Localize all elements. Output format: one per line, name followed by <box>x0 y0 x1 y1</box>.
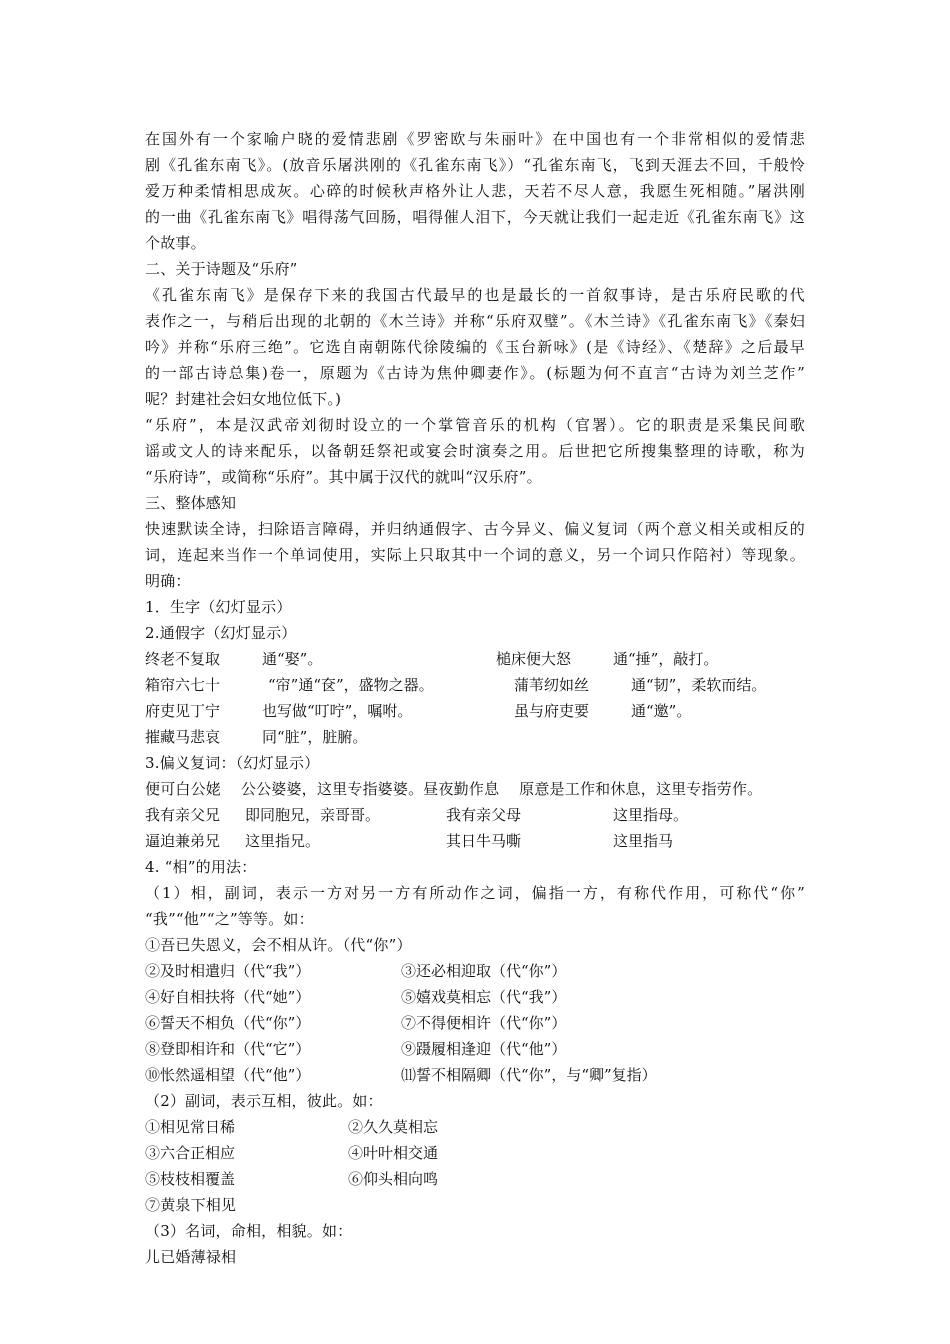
tongjia-word: 终老不复取 <box>145 650 221 668</box>
s2-p2-line-3: “乐府诗”，或简称“乐府”。其中属于汉代的就叫“汉乐府”。 <box>145 468 542 486</box>
xiang3-intro: （3）名词，命相，相貌。如： <box>145 1222 353 1240</box>
pianyi-note: 即同胞兄，亲哥哥。 <box>245 806 381 824</box>
xiang2-example: ③六合正相应 <box>145 1144 236 1162</box>
s2-p1-line-2: 表作之一，与稍后出现的北朝的《木兰诗》并称“乐府双璧”。《木兰诗》《孔雀东南飞》《秦妇 <box>145 312 805 330</box>
clarify-label: 明确： <box>145 572 191 590</box>
s2-p2-line-2: 谣或文人的诗来配乐，以备朝廷祭祀或宴会时演奏之用。后世把它所搜集整理的诗歌，称为 <box>145 442 805 460</box>
s2-p1-line-4: 的一部古诗总集)卷一，原题为《古诗为焦仲卿妻作》。(标题为何不直言“古诗为刘兰芝作” <box>145 364 805 382</box>
xiang1-example: ⑧登即相许和（代“它”） <box>145 1040 311 1058</box>
item-3-heading: 3.偏义复词：（幻灯显示） <box>145 754 320 772</box>
intro-line-3: 爱万种柔情相思成灰。心碎的时候秋声格外让人悲，天若不尽人意，我愿生死相随。”屠洪刚 <box>145 182 805 200</box>
pianyi-word: 其日牛马嘶 <box>446 832 522 850</box>
s3-line-2: 词，连起来当作一个单词使用，实际上只取其中一个词的意义，另一个词只作陪衬）等现象。 <box>145 546 805 564</box>
intro-line-5: 个故事。 <box>145 234 206 252</box>
s2-p1-line-1: 《孔雀东南飞》是保存下来的我国古代最早的也是最长的一首叙事诗，是古乐府民歌的代 <box>145 286 805 304</box>
xiang1-example: ⑥誓天不相负（代“你”） <box>145 1014 311 1032</box>
pianyi-note: 这里指兄。 <box>245 832 321 850</box>
tongjia-note: 通“娶”。 <box>262 650 323 668</box>
pianyi-row-1: 便可白公姥 公公婆婆，这里专指婆婆。昼夜勤作息 原意是工作和休息，这里专指劳作。 <box>145 780 763 798</box>
xiang1-intro-line-1: （1）相，副词，表示一方对另一方有所动作之词，偏指一方，有称代作用，可称代“你” <box>145 884 805 902</box>
tongjia-word: 箱帘六七十 <box>145 676 221 694</box>
section-heading-3: 三、整体感知 <box>145 494 237 512</box>
tongjia-note: 通“邀”。 <box>631 702 692 720</box>
pianyi-word: 逼迫兼弟兄 <box>145 832 221 850</box>
xiang3-example: 儿已婚薄禄相 <box>145 1248 237 1266</box>
s2-p2-line-1: “乐府”，本是汉武帝刘彻时设立的一个掌管音乐的机构（官署）。它的职责是采集民间歌 <box>145 416 805 434</box>
pianyi-note: 这里指母。 <box>613 806 689 824</box>
xiang1-example-1: ①吾已失恩义，会不相从许。（代“你”） <box>145 936 412 954</box>
xiang1-example: ⑤嬉戏莫相忘（代“我”） <box>401 988 567 1006</box>
tongjia-word: 蒲苇纫如丝 <box>514 676 590 694</box>
tongjia-word: 府吏见丁宁 <box>145 702 221 720</box>
tongjia-word: 槌床便大怒 <box>496 650 572 668</box>
tongjia-word: 虽与府吏要 <box>514 702 590 720</box>
item-2-heading: 2.通假字（幻灯显示） <box>145 624 297 642</box>
pianyi-word: 我有亲父母 <box>446 806 522 824</box>
intro-line-4: 的一曲《孔雀东南飞》唱得荡气回肠，唱得催人泪下，今天就让我们一起走近《孔雀东南飞》这 <box>145 208 805 226</box>
xiang1-example: ⑦不得便相许（代“你”） <box>401 1014 567 1032</box>
tongjia-word: 摧藏马悲哀 <box>145 728 221 746</box>
item-4-heading: 4. “相”的用法： <box>145 858 257 876</box>
pianyi-word: 我有亲父兄 <box>145 806 221 824</box>
xiang1-example: ②及时相遣归（代“我”） <box>145 962 311 980</box>
xiang2-example: ⑤枝枝相覆盖 <box>145 1170 236 1188</box>
s2-p1-line-5: 呢？封建社会妇女地位低下。) <box>145 390 342 408</box>
xiang1-example: ⑾誓不相隔卿（代“你”，与“卿”复指） <box>401 1066 657 1084</box>
xiang2-example: ⑥仰头相向鸣 <box>348 1170 439 1188</box>
intro-line-2: 剧《孔雀东南飞》。(放音乐屠洪刚的《孔雀东南飞》）“孔雀东南飞，飞到天涯去不回，千般怜 <box>145 156 805 174</box>
xiang2-example: ①相见常日稀 <box>145 1118 236 1136</box>
xiang1-example: ⑨蹑履相逢迎（代“他”） <box>401 1040 567 1058</box>
section-heading-2: 二、关于诗题及“乐府” <box>145 260 298 278</box>
tongjia-note: 也写做“叮咛”，嘱咐。 <box>262 702 413 720</box>
intro-line-1: 在国外有一个家喻户晓的爱情悲剧《罗密欧与朱丽叶》在中国也有一个非常相似的爱情悲 <box>145 130 805 148</box>
xiang1-intro-line-2: “我”“他”“之”等等。如： <box>145 910 314 928</box>
tongjia-note: 通“韧”，柔软而结。 <box>631 676 767 694</box>
xiang1-example: ⑩怅然遥相望（代“他”） <box>145 1066 311 1084</box>
tongjia-note: 通“捶”，敲打。 <box>613 650 719 668</box>
pianyi-note: 这里指马 <box>613 832 674 850</box>
tongjia-note: “帘”通“奁”，盛物之器。 <box>268 676 434 694</box>
xiang2-example: ④叶叶相交通 <box>348 1144 439 1162</box>
tongjia-note: 同“脏”，脏腑。 <box>262 728 368 746</box>
xiang2-example: ②久久莫相忘 <box>348 1118 439 1136</box>
s3-line-1: 快速默读全诗，扫除语言障碍，并归纳通假字、古今异义、偏义复词（两个意义相关或相反的 <box>145 520 805 538</box>
xiang2-example-last: ⑦黄泉下相见 <box>145 1196 237 1214</box>
xiang1-example: ③还必相迎取（代“你”） <box>401 962 567 980</box>
xiang1-example: ④好自相扶将（代“她”） <box>145 988 311 1006</box>
item-1-heading: 1．生字（幻灯显示） <box>145 598 292 616</box>
s2-p1-line-3: 吟》并称“乐府三绝”。它选自南朝陈代徐陵编的《玉台新咏》(是《诗经》、《楚辞》之后最早 <box>145 338 805 356</box>
xiang2-intro: （2）副词，表示互相，彼此。如： <box>145 1092 383 1110</box>
